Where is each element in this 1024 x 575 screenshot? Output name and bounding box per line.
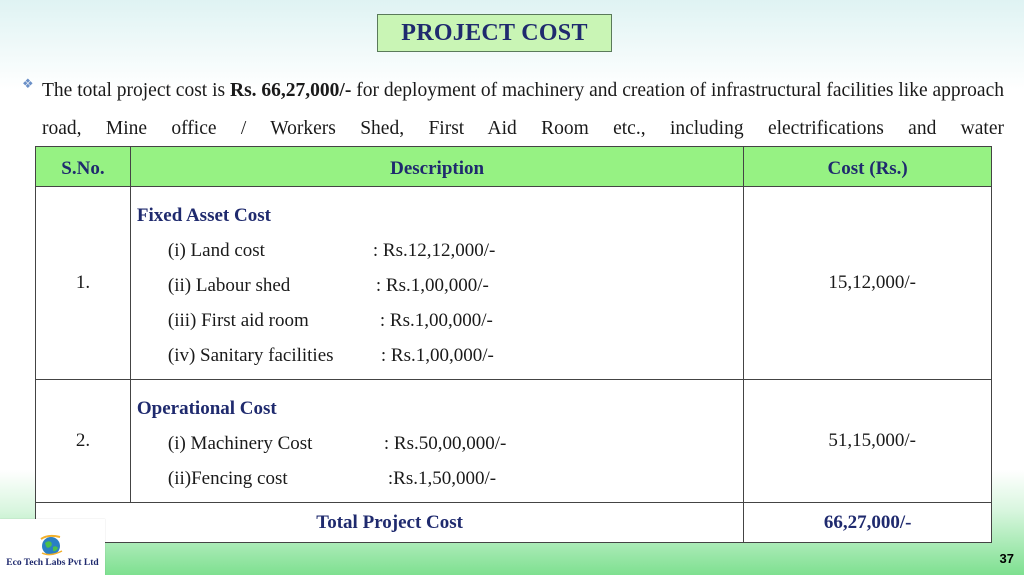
logo-text: Eco Tech Labs Pvt Ltd xyxy=(6,558,99,568)
cost-item-value: : Rs.1,00,000/- xyxy=(375,275,489,296)
cost-item-label: (iii) First aid room xyxy=(167,310,309,331)
header-description: Description xyxy=(130,147,743,187)
intro-paragraph xyxy=(42,72,1004,148)
row-sno: 1. xyxy=(36,187,131,380)
intro-text-after: for deployment of machinery and creation of infrastructural facilities like approach road, Mine office / Workers Shed, First Aid Room etc., including electrifications and water xyxy=(42,80,1004,139)
cost-item-label: (i) Machinery Cost xyxy=(167,433,313,454)
row-cost: 15,12,000/- xyxy=(744,187,992,380)
project-cost-table xyxy=(35,146,992,543)
cost-item-value: : Rs.1,00,000/- xyxy=(379,310,493,331)
cost-item-label: (ii)Fencing cost xyxy=(167,468,288,489)
row-description xyxy=(130,187,743,380)
row-cost: 51,15,000/- xyxy=(744,380,992,503)
table-row xyxy=(36,187,992,380)
cost-item xyxy=(137,461,743,496)
table-row xyxy=(36,380,992,503)
header-cost: Cost (Rs.) xyxy=(744,147,992,187)
header-sno: S.No. xyxy=(36,147,131,187)
total-row xyxy=(36,503,992,543)
cost-item xyxy=(137,303,743,338)
page-number: 37 xyxy=(999,551,1014,566)
row-sno: 2. xyxy=(36,380,131,503)
cost-item xyxy=(137,426,743,461)
cost-item-value: : Rs.12,12,000/- xyxy=(372,240,496,261)
intro-amount: Rs. 66,27,000/- xyxy=(230,80,352,101)
row-description xyxy=(130,380,743,503)
total-label: Total Project Cost xyxy=(36,503,744,543)
bullet-diamond-icon: ❖ xyxy=(22,76,34,91)
cost-item-value: : Rs.1,00,000/- xyxy=(380,345,494,366)
globe-icon xyxy=(38,533,64,557)
cost-item-label: (ii) Labour shed xyxy=(167,275,291,296)
cost-item-value: : Rs.50,00,000/- xyxy=(383,433,507,454)
row-heading: Fixed Asset Cost xyxy=(136,205,271,226)
cost-item xyxy=(137,338,743,373)
cost-item xyxy=(137,268,743,303)
table-header-row xyxy=(36,147,992,187)
company-logo xyxy=(0,519,105,575)
intro-text-before: The total project cost is xyxy=(42,80,230,101)
cost-item xyxy=(137,233,743,268)
cost-item-label: (i) Land cost xyxy=(167,240,265,261)
cost-item-value: :Rs.1,50,000/- xyxy=(387,468,497,489)
total-value: 66,27,000/- xyxy=(744,503,992,543)
cost-item-label: (iv) Sanitary facilities xyxy=(167,345,334,366)
page-title: PROJECT COST xyxy=(377,14,612,52)
row-heading: Operational Cost xyxy=(136,398,277,419)
